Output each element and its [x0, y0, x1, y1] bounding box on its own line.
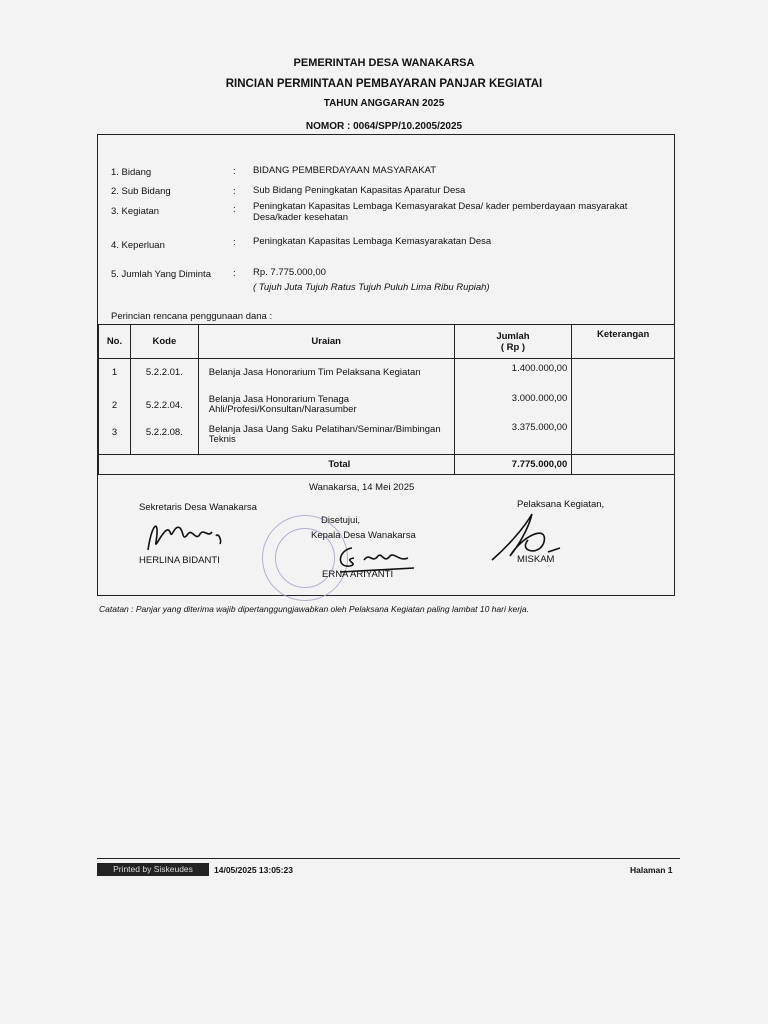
- field-label-sub-bidang: 2. Sub Bidang: [111, 186, 171, 197]
- place-date: Wanakarsa, 14 Mei 2025: [309, 482, 415, 493]
- row-no: 2: [99, 389, 131, 422]
- footer-rule: [97, 858, 680, 859]
- table-header-row: [99, 325, 675, 359]
- field-value-bidang: BIDANG PEMBERDAYAAN MASYARAKAT: [253, 165, 437, 176]
- col-header-jumlah: [454, 325, 572, 359]
- field-separator: :: [233, 166, 236, 177]
- rincian-table: [98, 324, 675, 475]
- field-label-kegiatan: 3. Kegiatan: [111, 206, 160, 217]
- secretary-signature-icon: [142, 512, 234, 556]
- amount-in-words: ( Tujuh Juta Tujuh Ratus Tujuh Puluh Lima Ribu Rupiah): [253, 282, 490, 293]
- row-keterangan: [572, 422, 675, 455]
- total-keterangan: [572, 455, 675, 475]
- village-head-name: ERNA ARIYANTI: [322, 569, 394, 580]
- row-kode: 5.2.2.04.: [130, 389, 198, 422]
- field-label-jumlah: 5. Jumlah Yang Diminta: [111, 269, 211, 280]
- field-value-sub-bidang: Sub Bidang Peningkatan Kapasitas Aparatur Desa: [253, 185, 466, 196]
- row-keterangan: [572, 389, 675, 422]
- field-value-kegiatan: Peningkatan Kapasitas Lembaga Kemasyarakat Desa/ kader pemberdayaan masyarakat Desa/kader kesehatan: [253, 201, 628, 223]
- row-uraian: Belanja Jasa Honorarium Tim Pelaksana Kegiatan: [198, 359, 454, 389]
- row-jumlah: 3.375.000,00: [454, 422, 572, 455]
- field-value-jumlah: Rp. 7.775.000,00: [253, 267, 326, 278]
- row-kode: 5.2.2.08.: [130, 422, 198, 455]
- row-kode: 5.2.2.01.: [130, 359, 198, 389]
- row-keterangan: [572, 359, 675, 389]
- table-row: [99, 389, 675, 422]
- village-head-title: Kepala Desa Wanakarsa: [311, 530, 416, 541]
- document-number: NOMOR : 0064/SPP/10.2005/2025: [305, 121, 463, 132]
- field-separator: :: [233, 186, 236, 197]
- page-number: Halaman 1: [630, 865, 673, 875]
- total-label: Total: [99, 455, 455, 475]
- row-jumlah: 1.400.000,00: [454, 359, 572, 389]
- field-separator: :: [233, 268, 236, 279]
- document-title: RINCIAN PERMINTAAN PEMBAYARAN PANJAR KEGIATAI: [225, 78, 543, 90]
- col-header-jumlah-line1: Jumlah: [496, 330, 530, 342]
- field-label-keperluan: 4. Keperluan: [111, 240, 165, 251]
- executor-name: MISKAM: [517, 554, 555, 565]
- col-header-kode: Kode: [130, 325, 198, 359]
- rincian-title: Perincian rencana penggunaan dana :: [111, 311, 273, 322]
- row-no: 3: [99, 422, 131, 455]
- col-header-no: No.: [99, 325, 131, 359]
- row-jumlah: 3.000.000,00: [454, 389, 572, 422]
- row-uraian: Belanja Jasa Honorarium Tenaga Ahli/Profesi/Konsultan/Narasumber: [198, 389, 454, 422]
- field-label-bidang: 1. Bidang: [111, 167, 152, 178]
- field-separator: :: [233, 237, 236, 248]
- print-timestamp: 14/05/2025 13:05:23: [214, 865, 293, 875]
- row-no: 1: [99, 359, 131, 389]
- secretary-title: Sekretaris Desa Wanakarsa: [139, 502, 257, 513]
- header-government: PEMERINTAH DESA WANAKARSA: [293, 57, 475, 69]
- fiscal-year: TAHUN ANGGARAN 2025: [323, 98, 445, 109]
- secretary-name: HERLINA BIDANTI: [139, 555, 220, 566]
- col-header-uraian: Uraian: [198, 325, 454, 359]
- table-row: [99, 422, 675, 455]
- table-total-row: [99, 455, 675, 475]
- row-uraian: Belanja Jasa Uang Saku Pelatihan/Seminar/Bimbingan Teknis: [198, 422, 454, 455]
- table-row: [99, 359, 675, 389]
- col-header-keterangan: Keterangan: [572, 325, 675, 359]
- col-header-jumlah-line2: ( Rp ): [500, 341, 526, 353]
- printed-by-badge: Printed by Siskeudes: [97, 863, 209, 876]
- approval-label: Disetujui,: [321, 515, 361, 526]
- field-value-keperluan: Peningkatan Kapasitas Lembaga Kemasyarakatan Desa: [253, 236, 492, 247]
- executor-title: Pelaksana Kegiatan,: [517, 499, 605, 510]
- footnote: Catatan : Panjar yang diterima wajib dipertanggungjawabkan oleh Pelaksana Kegiatan paling lambat 10 hari kerja.: [99, 604, 529, 614]
- total-value: 7.775.000,00: [454, 455, 572, 475]
- field-separator: :: [233, 204, 236, 215]
